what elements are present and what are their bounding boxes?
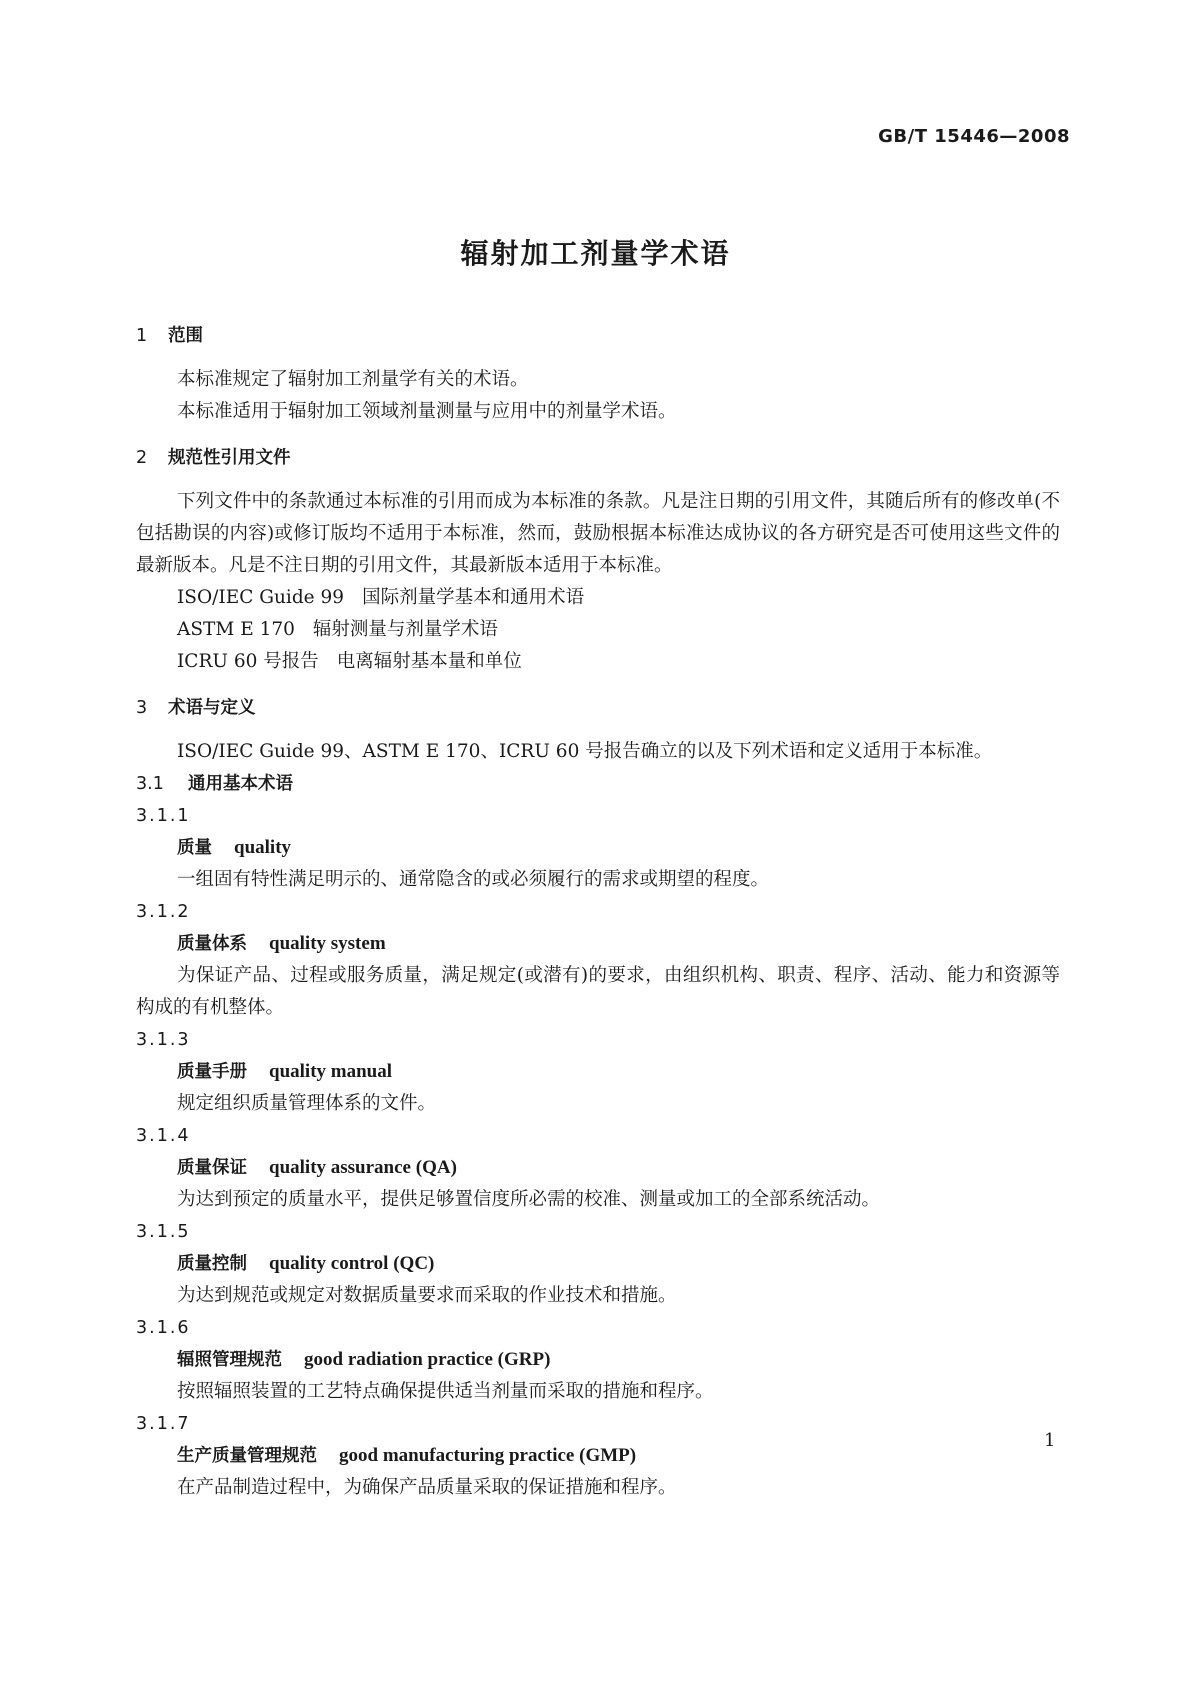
section-3-heading — [136, 692, 1060, 724]
term-definition: 规定组织质量管理体系的文件。 — [177, 1093, 437, 1114]
term-en: quality manual — [269, 1061, 393, 1082]
term-en: quality system — [269, 933, 386, 954]
term-zh: 质量体系 — [177, 934, 247, 954]
clause-number: 3.1.6 — [136, 1318, 191, 1338]
term-entry — [136, 928, 1060, 960]
reference-code: ISO/IEC Guide 99 — [177, 587, 345, 608]
document-title: 辐射加工剂量学术语 — [460, 237, 731, 270]
standard-number: GB/T 15446—2008 — [878, 126, 1070, 147]
term-zh: 质量保证 — [177, 1158, 247, 1178]
term-en: quality — [234, 837, 292, 858]
clause-number: 3.1.4 — [136, 1126, 191, 1146]
term-definition: 在产品制造过程中，为确保产品质量采取的保证措施和程序。 — [177, 1477, 677, 1498]
clause-number: 3.1.3 — [136, 1030, 191, 1050]
section-title: 规范性引用文件 — [168, 448, 291, 468]
term-definition: 一组固有特性满足明示的、通常隐含的或必须履行的需求或期望的程度。 — [177, 869, 770, 890]
term-entry — [136, 1344, 1060, 1376]
term-definition: 为达到预定的质量水平，提供足够置信度所必需的校准、测量或加工的全部系统活动。 — [177, 1189, 881, 1210]
clause-number: 3.1.5 — [136, 1222, 191, 1242]
term-definition: 按照辐照装置的工艺特点确保提供适当剂量而采取的措施和程序。 — [177, 1381, 714, 1402]
section-title: 范围 — [168, 326, 203, 346]
term-zh: 质量控制 — [177, 1254, 247, 1274]
term-en: good manufacturing practice (GMP) — [339, 1445, 637, 1466]
section-number: 1 — [136, 326, 148, 346]
clause-number: 3.1.2 — [136, 902, 191, 922]
clause-number: 3.1.7 — [136, 1414, 191, 1434]
term-en: quality assurance (QA) — [269, 1157, 457, 1178]
term-entry — [136, 1248, 1060, 1280]
term-entry — [136, 1440, 1060, 1472]
section-2-heading — [136, 442, 1060, 474]
term-zh: 辐照管理规范 — [177, 1350, 282, 1370]
section-1-heading — [136, 320, 1060, 352]
paragraph: 本标准规定了辐射加工剂量学有关的术语。 — [177, 369, 529, 390]
term-entry — [136, 1152, 1060, 1184]
paragraph: ISO/IEC Guide 99、ASTM E 170、ICRU 60 号报告确立的以及下列术语和定义适用于本标准。 — [177, 741, 993, 762]
reference-item — [136, 646, 1060, 678]
paragraph: 本标准适用于辐射加工领域剂量测量与应用中的剂量学术语。 — [177, 401, 677, 422]
paragraph: 下列文件中的条款通过本标准的引用而成为本标准的条款。凡是注日期的引用文件，其随后所有的修改单(不包括勘误的内容)或修订版均不适用于本标准，然而，鼓励根据本标准达成协议的各方研究是否可使用这些文件的最新版本。凡是不注日期的引用文件，其最新版本适用于本标准。 — [136, 491, 1060, 576]
term-definition: 为保证产品、过程或服务质量，满足规定(或潜有)的要求，由组织机构、职责、程序、活动、能力和资源等构成的有机整体。 — [136, 965, 1060, 1018]
reference-code: ICRU 60 号报告 — [177, 651, 319, 672]
term-en: good radiation practice (GRP) — [304, 1349, 551, 1370]
term-zh: 质量手册 — [177, 1062, 247, 1082]
reference-title: 电离辐射基本量和单位 — [336, 651, 522, 672]
page-number: 1 — [1044, 1430, 1056, 1451]
term-zh: 质量 — [177, 838, 212, 858]
clause-number: 3.1.1 — [136, 806, 191, 826]
document-body — [136, 320, 1060, 1504]
term-entry — [136, 1056, 1060, 1088]
term-entry — [136, 832, 1060, 864]
subsection-title: 通用基本术语 — [188, 774, 293, 794]
term-definition: 为达到规范或规定对数据质量要求而采取的作业技术和措施。 — [177, 1285, 677, 1306]
reference-title: 辐射测量与剂量学术语 — [312, 619, 498, 640]
subsection-number: 3.1 — [136, 774, 164, 794]
reference-item — [136, 582, 1060, 614]
subsection-heading — [136, 768, 1060, 800]
section-number: 3 — [136, 698, 148, 718]
reference-item — [136, 614, 1060, 646]
term-en: quality control (QC) — [269, 1253, 435, 1274]
term-zh: 生产质量管理规范 — [177, 1446, 317, 1466]
section-title: 术语与定义 — [168, 698, 256, 718]
section-number: 2 — [136, 448, 148, 468]
reference-title: 国际剂量学基本和通用术语 — [362, 587, 585, 608]
reference-code: ASTM E 170 — [177, 619, 295, 640]
